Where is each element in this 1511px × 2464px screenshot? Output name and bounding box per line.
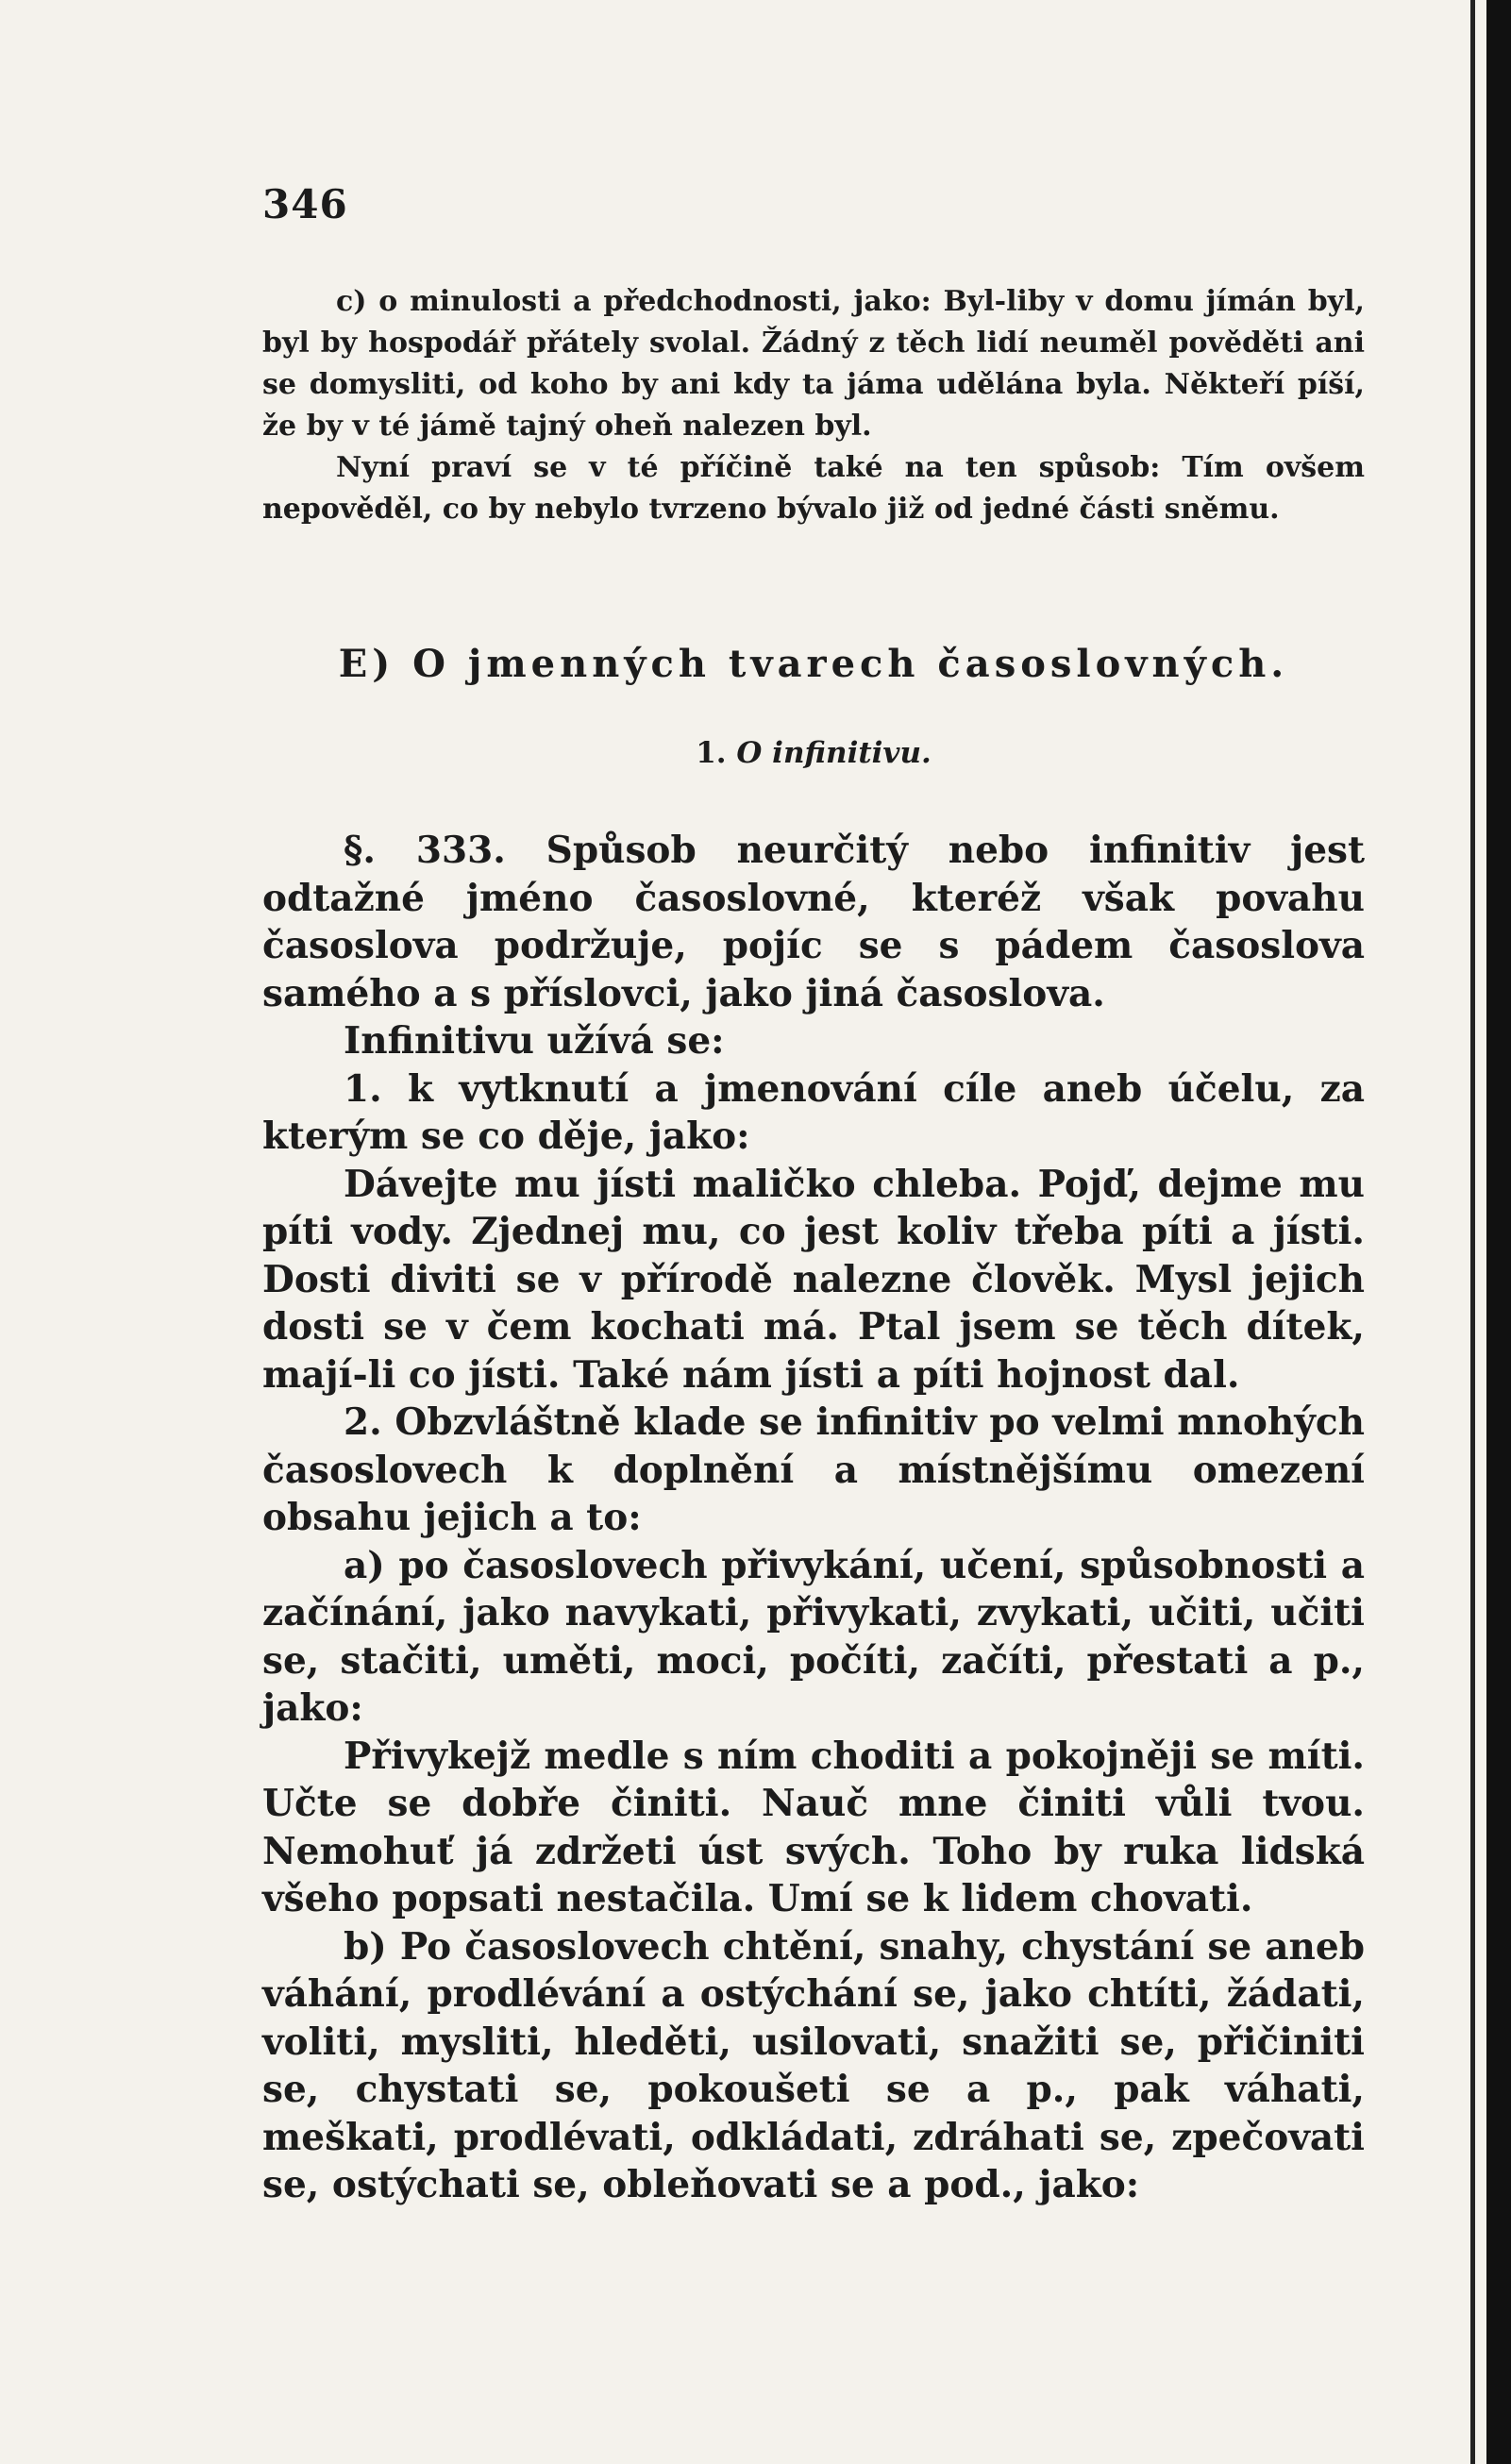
paragraph-point-2a: a) po časoslovech přivykání, učení, spůsobnosti a začínání, jako navykati, přivykati, zvykati, učiti, učiti se, stačiti, uměti, moci, počíti, začíti, přestati a p., jako:	[262, 1543, 1365, 1730]
binding-edge-line	[1470, 0, 1475, 2464]
main-text	[262, 827, 1365, 2209]
paragraph-333: §. 333. Spůsob neurčitý nebo infinitiv jest odtažné jméno časoslovné, kteréž však povahu časoslova podržuje, pojíc se s pádem časoslova samého a s příslovci, jako jiná časoslova.	[262, 829, 1365, 1015]
subsection-title: O infinitivu.	[736, 736, 932, 770]
paragraph-point-2b: b) Po časoslovech chtění, snahy, chystání se aneb váhání, prodlévání a ostýchání se, jako chtíti, žádati, voliti, mysliti, hleděti, usilovati, snažiti se, přičiniti se, chystati se, pokoušeti se a p., pak váhati, meškati, prodlévati, odkládati, zdráhati se, zpečovati se, ostýchati se, obleňovati se a pod., jako:	[262, 1924, 1365, 2206]
section-heading: E) O jmenných tvarech časoslovných.	[338, 642, 1289, 686]
intro-paragraph-2: Nyní praví se v té příčině také na ten spůsob: Tím ovšem nepověděl, co by nebylo tvrzeno bývalo již od jedné části sněmu.	[262, 451, 1365, 526]
subsection-number: 1.	[696, 736, 727, 770]
scan-border	[1486, 0, 1511, 2464]
subsection-heading	[262, 736, 1365, 770]
intro-paragraph-1: c) o minulosti a předchodnosti, jako: Byl-liby v domu jímán byl, byl by hospodář přátely svolal. Žádný z těch lidí neuměl pověděti ani se domysliti, od koho by ani kdy ta jáma udělána byla. Někteří píší, že by v té jámě tajný oheň nalezen byl.	[262, 285, 1365, 443]
page-number: 346	[262, 181, 348, 227]
paragraph-examples-1: Dávejte mu jísti maličko chleba. Pojď, dejme mu píti vody. Zjednej mu, co jest koliv třeba píti a jísti. Dosti diviti se v přírodě nalezne člověk. Mysl jejich dosti se v čem kochati má. Ptal jsem se těch dítek, mají-li co jísti. Také nám jísti a píti hojnost dal.	[262, 1162, 1365, 1397]
paragraph-examples-2a: Přivykejž medle s ním choditi a pokojněji se míti. Učte se dobře činiti. Nauč mne činiti vůli tvou. Nemohuť já zdržeti úst svých. Toho by ruka lidská všeho popsati nestačila. Umí se k lidem chovati.	[262, 1734, 1365, 1920]
paragraph-point-2: 2. Obzvláštně klade se infinitiv po velmi mnohých časoslovech k doplnění a místnějšímu omezení obsahu jejich a to:	[262, 1400, 1365, 1539]
paragraph-point-1: 1. k vytknutí a jmenování cíle aneb účelu, za kterým se co děje, jako:	[262, 1066, 1365, 1158]
paragraph-usage-intro: Infinitivu užívá se:	[344, 1019, 725, 1063]
